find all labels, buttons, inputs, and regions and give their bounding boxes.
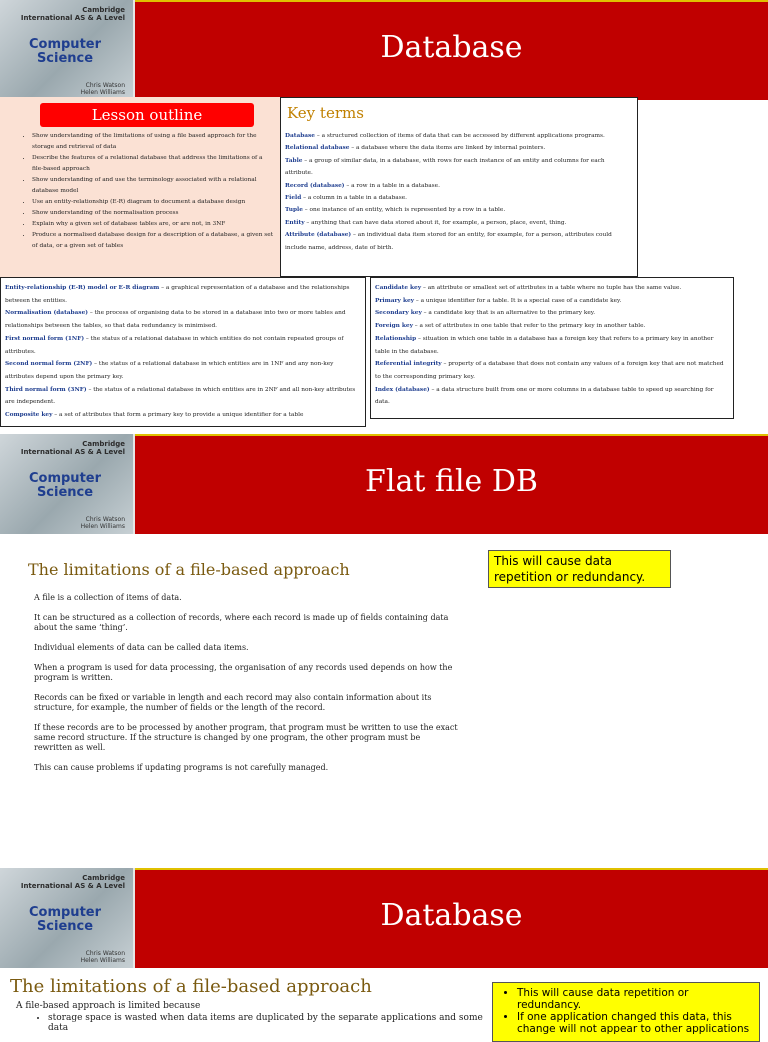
definition: [375, 320, 729, 333]
logo-author2: Helen Williams: [80, 957, 125, 964]
definition: [375, 307, 729, 320]
definition: [285, 192, 633, 204]
list-item: • Use an entity-relationship (E-R) diagram to document a database design: [32, 197, 274, 208]
slide3-header: [0, 868, 768, 968]
term: Field: [285, 195, 302, 202]
term-definition: – a group of similar data, in a database, with rows for each instance of an entity and columns for each attribute.: [285, 157, 605, 177]
section-heading: The limitations of a file-based approach: [10, 976, 372, 997]
key-terms-panel: [280, 97, 638, 277]
paragraph: It can be structured as a collection of records, where each record is made up of fields containing data about the same ‘thing’.: [34, 613, 449, 632]
term-definition: – an individual data item stored for an entity, for example, for a person, attributes could include name, address, date of birth.: [285, 232, 612, 251]
logo-author2: Helen Williams: [80, 523, 125, 530]
definition: [5, 384, 361, 409]
key-terms-list: [285, 130, 633, 254]
term: Entity-relationship (E-R) model or E-R diagram: [5, 285, 160, 291]
term-definition: – a candidate key that is an alternative to the primary key.: [421, 310, 596, 317]
term: Foreign key: [375, 323, 413, 330]
limitations-text: [28, 560, 458, 783]
paragraph: This can cause problems if updating programs is not carefully managed.: [34, 763, 329, 772]
callout-box: This will cause data repetition or redundancy.: [488, 550, 671, 588]
definition: [285, 180, 633, 192]
term-definition: – the status of a relational database in which entities do not contain repeated groups of attributes.: [5, 335, 344, 355]
logo-line1: Cambridge: [82, 6, 125, 14]
logo-author1: Chris Watson: [85, 950, 125, 957]
term: Candidate key: [375, 285, 422, 291]
slide2-header: [0, 434, 768, 534]
term-definition: – a unique identifier for a table. It is a special case of a candidate key.: [414, 297, 622, 304]
lesson-outline-heading: Lesson outline: [40, 103, 254, 127]
term: Index (database): [375, 386, 430, 393]
term-definition: – the status of a relational database in which entities are in 1NF and any non-key attributes depend upon the primary key.: [5, 361, 334, 380]
logo-brand2: Science: [36, 919, 94, 934]
list-item: • This will cause data repetition or redundancy.: [517, 987, 755, 1011]
term-definition: – a structured collection of items of data that can be accessed by different applications programs.: [314, 133, 605, 139]
definition: [285, 155, 633, 180]
term: Tuple: [285, 207, 303, 214]
subheading: A file-based approach is limited because: [16, 1001, 201, 1011]
logo-line2: International AS & A Level: [20, 882, 125, 890]
term: Second normal form (2NF): [5, 361, 93, 368]
term-definition: – the process of organising data to be stored in a database into two or more tables and relationships between the tables, so that data redundancy is minimised.: [5, 310, 346, 330]
logo-author1: Chris Watson: [85, 82, 125, 89]
term-definition: – a column in a table in a database.: [301, 195, 407, 202]
list-item: • Show understanding of and use the terminology associated with a relational database model: [32, 175, 274, 197]
limitations-text-2: [10, 976, 490, 1033]
term: Database: [285, 133, 315, 139]
term-definition: – one instance of an entity, which is represented by a row in a table.: [302, 207, 506, 214]
lesson-outline-list: [10, 131, 274, 252]
term: Secondary key: [375, 310, 422, 317]
slide1-header: [0, 0, 768, 100]
term-definition: – a data structure built from one or more columns in a database table to speed up searching for data.: [375, 386, 714, 406]
book-cover-thumbnail: [0, 0, 135, 100]
lesson-outline-panel: [0, 97, 280, 277]
term: Referential integrity: [375, 361, 442, 368]
terms-panel-left: [0, 277, 366, 427]
paragraph: Records can be fixed or variable in length and each record may also contain information about its structure, for example, the number of fields or the length of the record.: [34, 693, 432, 712]
list-item: • Describe the features of a relational database that address the limitations of a file-based approach: [32, 153, 274, 175]
definition: [5, 307, 361, 332]
term-definition: – an attribute or smallest set of attributes in a table where no tuple has the same value.: [421, 285, 682, 291]
logo-line2: International AS & A Level: [20, 14, 125, 22]
term-definition: – situation in which one table in a database has a foreign key that refers to a primary key in another table in the database.: [375, 335, 714, 355]
term: Relational database: [285, 145, 350, 152]
title-bar: [135, 0, 768, 100]
term-definition: – a database where the data items are linked by internal pointers.: [349, 145, 546, 152]
term: Record (database): [285, 182, 345, 189]
paragraph: If these records are to be processed by another program, that program must be written to use the exact same record structure. If the structure is changed by one program, the other program must be rewritten as well.: [34, 723, 458, 752]
slide-title: Database: [380, 30, 523, 65]
definition: [285, 204, 633, 216]
title-bar: [135, 434, 768, 534]
term: Entity: [285, 219, 305, 226]
term-definition: – a graphical representation of a database and the relationships between the entities.: [5, 285, 350, 304]
term-definition: – a set of attributes in one table that refer to the primary key in another table.: [412, 323, 646, 330]
paragraph: Individual elements of data can be called data items.: [34, 643, 249, 652]
definition: [375, 282, 729, 295]
definition: [5, 409, 361, 422]
logo-brand1: Computer: [28, 471, 102, 486]
term-definition: – the status of a relational database in which entities are in 2NF and all non-key attributes are independent.: [5, 386, 356, 406]
list-item: • Show understanding of the limitations of using a file based approach for the storage and retrieval of data: [32, 131, 274, 153]
definition: [285, 142, 633, 154]
list-item: • Show understanding of the normalisation process: [32, 208, 274, 219]
book-cover-thumbnail: [0, 434, 135, 534]
logo-brand2: Science: [36, 485, 94, 500]
definition: [375, 333, 729, 358]
terms-panel-right: [370, 277, 734, 419]
callout-box-2: [492, 982, 760, 1042]
term: Attribute (database): [285, 232, 352, 239]
term: Composite key: [5, 412, 53, 419]
logo-line1: Cambridge: [82, 440, 125, 448]
definition: [375, 384, 729, 409]
paragraph: A file is a collection of items of data.: [34, 593, 182, 602]
key-terms-heading: Key terms: [287, 104, 364, 122]
definition: [285, 217, 633, 229]
paragraph: When a program is used for data processing, the organisation of any records used depends on how the program is written.: [34, 663, 453, 682]
definition: [5, 358, 361, 383]
logo-line2: International AS & A Level: [20, 448, 125, 456]
term-definition: – anything that can have data stored about it, for example, a person, place, event, thing.: [304, 219, 567, 226]
term: Primary key: [375, 297, 415, 304]
list-item: • storage space is wasted when data items are duplicated by the separate applications and some data: [48, 1013, 490, 1033]
definition: [375, 295, 729, 308]
definition: [5, 282, 361, 307]
logo-brand1: Computer: [28, 37, 102, 52]
slide-title: Flat file DB: [365, 464, 538, 499]
term-definition: – a row in a table in a database.: [344, 182, 440, 189]
term: Relationship: [375, 335, 417, 342]
logo-author2: Helen Williams: [80, 89, 125, 96]
term: First normal form (1NF): [5, 335, 85, 342]
title-bar: [135, 868, 768, 968]
term: Third normal form (3NF): [5, 386, 87, 393]
definition: [5, 333, 361, 358]
list-item: • Explain why a given set of database tables are, or are not, in 3NF: [32, 219, 274, 230]
logo-author1: Chris Watson: [85, 516, 125, 523]
definition: [285, 229, 633, 254]
list-item: • Produce a normalised database design for a description of a database, a given set of data, or a given set of tables: [32, 230, 274, 252]
definition: [285, 130, 633, 142]
logo-brand1: Computer: [28, 905, 102, 920]
logo-brand2: Science: [36, 51, 94, 66]
term-definition: – property of a database that does not contain any values of a foreign key that are not matched to the corresponding primary key.: [375, 361, 724, 380]
logo-line1: Cambridge: [82, 874, 125, 882]
term-definition: – a set of attributes that form a primary key to provide a unique identifier for a table: [52, 412, 304, 419]
term: Normalisation (database): [5, 310, 89, 317]
term: Table: [285, 157, 303, 164]
section-heading: The limitations of a file-based approach: [28, 560, 350, 579]
definition: [375, 358, 729, 383]
list-item: • If one application changed this data, this change will not appear to other applications: [517, 1011, 755, 1035]
book-cover-thumbnail: [0, 868, 135, 968]
slide-title: Database: [380, 898, 523, 933]
